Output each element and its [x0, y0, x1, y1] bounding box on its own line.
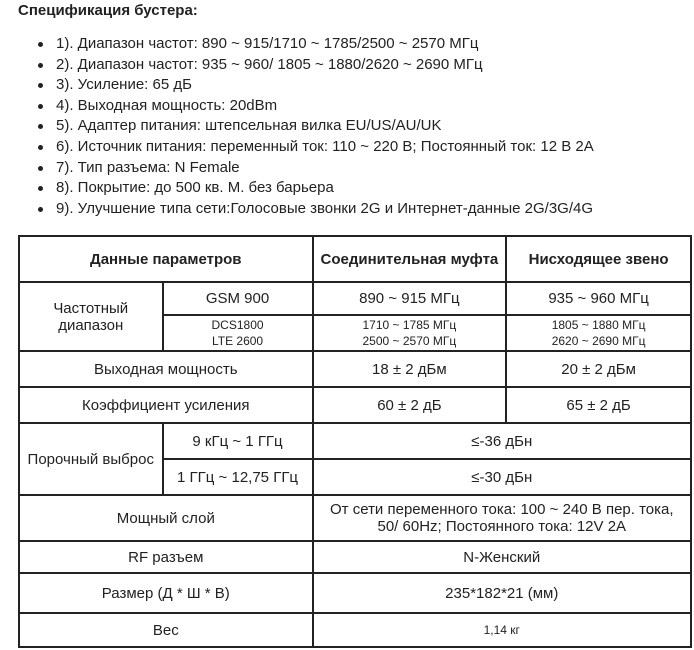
- dcs-downlink: 1805 ~ 1880 МГц: [551, 318, 646, 332]
- weight-label: Вес: [19, 613, 313, 647]
- spurious-value-2: ≤-30 дБн: [313, 459, 691, 495]
- table-row: [19, 387, 691, 423]
- spec-item: 2). Диапазон частот: 935 ~ 960/ 1805 ~ 1880/2620 ~ 2690 МГц: [36, 55, 594, 76]
- band-gsm: GSM 900: [163, 282, 313, 315]
- power-layer-value: От сети переменного тока: 100 ~ 240 В пер. тока, 50/ 60Hz; Постоянного тока: 12V 2A: [313, 495, 691, 541]
- table-header-row: [19, 236, 691, 282]
- header-parameters: Данные параметров: [19, 236, 313, 282]
- band-lte: LTE 2600: [211, 334, 264, 348]
- table-row: [19, 573, 691, 613]
- rf-connector-label: RF разъем: [19, 541, 313, 573]
- table-row: [19, 282, 691, 315]
- table-row: [19, 613, 691, 647]
- lte-uplink: 2500 ~ 2570 МГц: [362, 334, 457, 348]
- header-downlink: Нисходящее звено: [506, 236, 691, 282]
- table-row: [19, 541, 691, 573]
- spurious-range-2: 1 ГГц ~ 12,75 ГГц: [163, 459, 313, 495]
- table-row: [19, 351, 691, 387]
- gain-uplink: 60 ± 2 дБ: [313, 387, 507, 423]
- spec-item: 9). Улучшение типа сети:Голосовые звонки 2G и Интернет-данные 2G/3G/4G: [36, 199, 594, 220]
- spec-item: 5). Адаптер питания: штепсельная вилка EU/US/AU/UK: [36, 116, 594, 137]
- spurious-range-1: 9 кГц ~ 1 ГГц: [163, 423, 313, 459]
- dcs-lte-uplink: [313, 315, 507, 351]
- gain-label: Коэффициент усиления: [19, 387, 313, 423]
- output-power-downlink: 20 ± 2 дБм: [506, 351, 691, 387]
- output-power-label: Выходная мощность: [19, 351, 313, 387]
- table-row: [19, 495, 691, 541]
- output-power-uplink: 18 ± 2 дБм: [313, 351, 507, 387]
- gain-downlink: 65 ± 2 дБ: [506, 387, 691, 423]
- dcs-uplink: 1710 ~ 1785 МГц: [362, 318, 457, 332]
- rf-connector-value: N-Женский: [313, 541, 691, 573]
- spurious-label: Порочный выброс: [19, 423, 163, 495]
- freq-range-label: Частотный диапазон: [19, 282, 163, 351]
- dcs-lte-downlink: [506, 315, 691, 351]
- spec-item: 7). Тип разъема: N Female: [36, 158, 594, 179]
- spec-item: 1). Диапазон частот: 890 ~ 915/1710 ~ 1785/2500 ~ 2570 МГц: [36, 34, 594, 55]
- spec-item: 3). Усиление: 65 дБ: [36, 75, 594, 96]
- band-dcs-lte: [163, 315, 313, 351]
- header-uplink: Соединительная муфта: [313, 236, 507, 282]
- spec-item: 8). Покрытие: до 500 кв. М. без барьера: [36, 178, 594, 199]
- spec-item: 6). Источник питания: переменный ток: 110 ~ 220 В; Постоянный ток: 12 В 2A: [36, 137, 594, 158]
- spec-list: [0, 34, 594, 219]
- gsm-uplink: 890 ~ 915 МГц: [313, 282, 507, 315]
- spurious-value-1: ≤-36 дБн: [313, 423, 691, 459]
- power-layer-label: Мощный слой: [19, 495, 313, 541]
- lte-downlink: 2620 ~ 2690 МГц: [551, 334, 646, 348]
- size-label: Размер (Д * Ш * В): [19, 573, 313, 613]
- weight-value: 1,14 кг: [313, 613, 691, 647]
- spec-item: 4). Выходная мощность: 20dBm: [36, 96, 594, 117]
- table-row: [19, 423, 691, 459]
- size-value: 235*182*21 (мм): [313, 573, 691, 613]
- gsm-downlink: 935 ~ 960 МГц: [506, 282, 691, 315]
- page-title: Спецификация бустера:: [18, 2, 198, 19]
- band-dcs: DCS1800: [211, 318, 264, 332]
- spec-table: [18, 235, 692, 648]
